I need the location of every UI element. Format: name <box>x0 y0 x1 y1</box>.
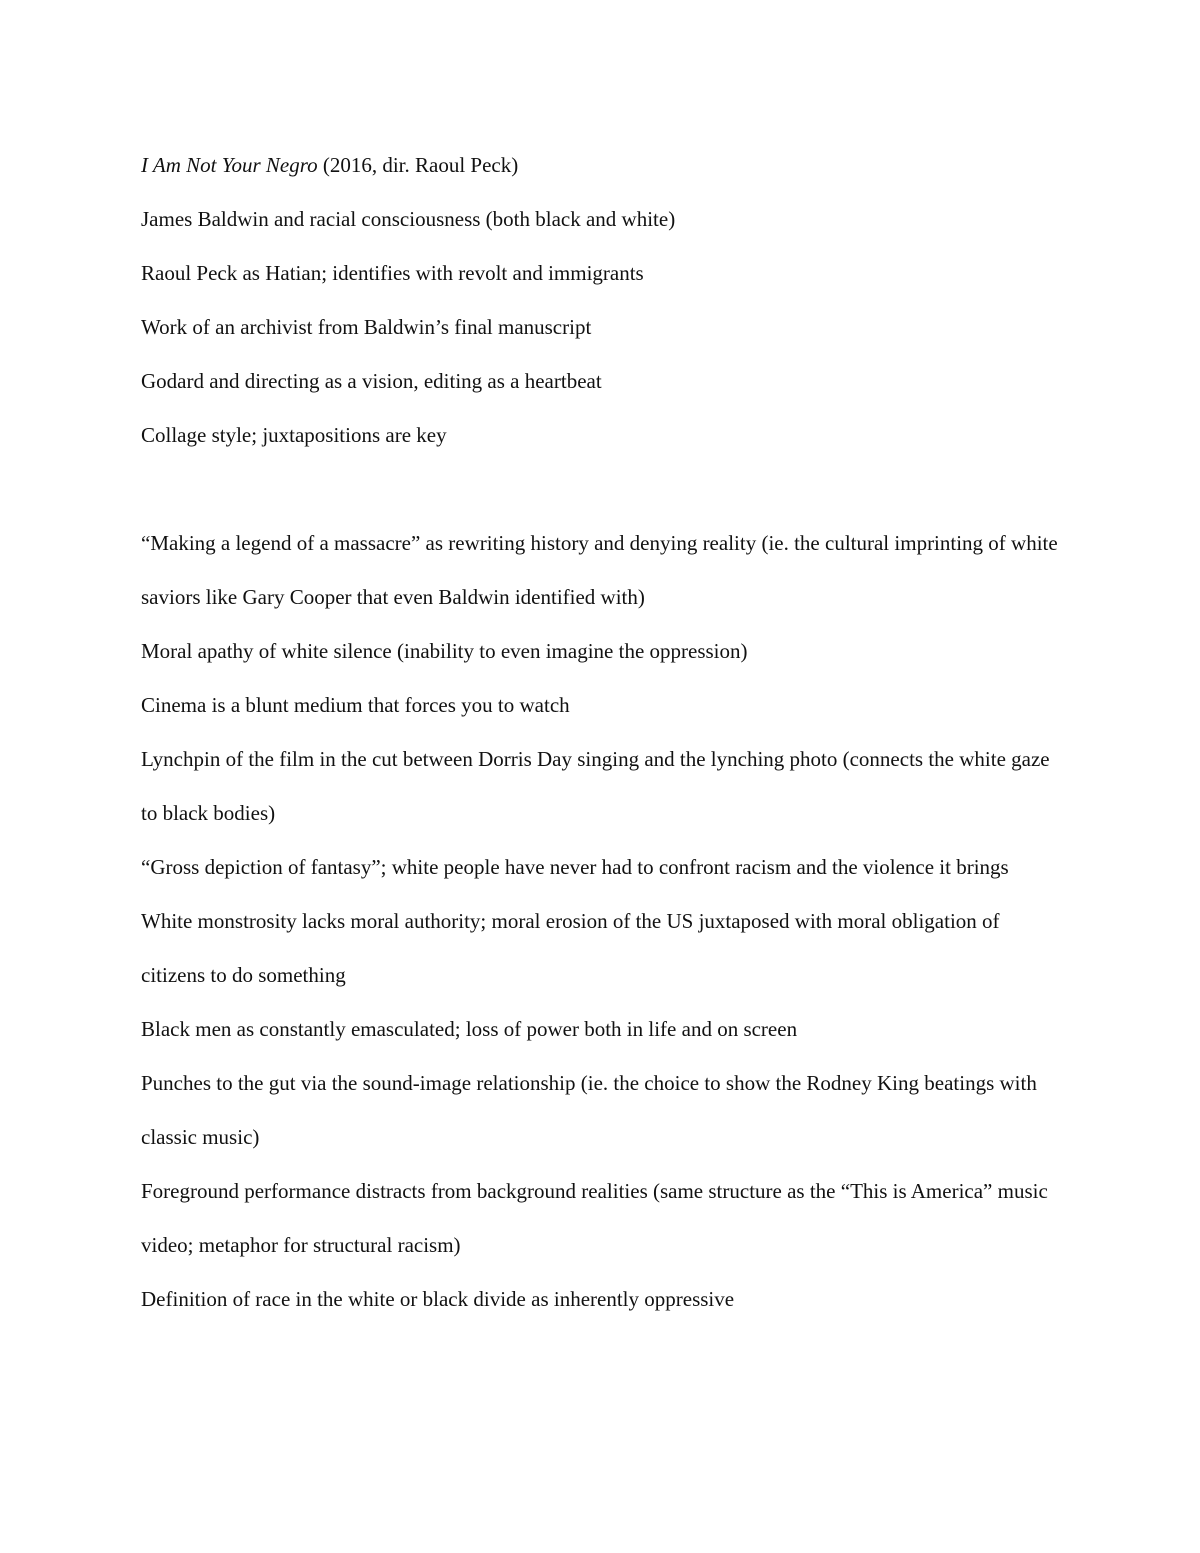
note-paragraph: Black men as constantly emasculated; loss of power both in life and on screen <box>141 1017 798 1041</box>
note-paragraph: “Gross depiction of fantasy”; white people have never had to confront racism and the violence it brings <box>141 855 1009 879</box>
film-details: (2016, dir. Raoul Peck) <box>317 153 519 177</box>
notes-body <box>141 138 1061 1326</box>
note-paragraph: Punches to the gut via the sound-image relationship (ie. the choice to show the Rodney King beatings with classic music) <box>141 1071 1037 1149</box>
note-paragraph: White monstrosity lacks moral authority; moral erosion of the US juxtaposed with moral obligation of citizens to do something <box>141 909 1000 987</box>
note-paragraph: Moral apathy of white silence (inability to even imagine the oppression) <box>141 639 748 663</box>
note-line: James Baldwin and racial consciousness (both black and white) <box>141 207 676 231</box>
note-line: Raoul Peck as Hatian; identifies with revolt and immigrants <box>141 261 644 285</box>
note-paragraph: Definition of race in the white or black divide as inherently oppressive <box>141 1287 735 1311</box>
note-line: Collage style; juxtapositions are key <box>141 423 447 447</box>
note-paragraph: Foreground performance distracts from background realities (same structure as the “This is America” music video; metaphor for structural racism) <box>141 1179 1048 1257</box>
note-line: Work of an archivist from Baldwin’s final manuscript <box>141 315 592 339</box>
film-title-line <box>141 138 1061 192</box>
note-paragraph: “Making a legend of a massacre” as rewriting history and denying reality (ie. the cultural imprinting of white saviors like Gary Cooper that even Baldwin identified with) <box>141 531 1058 609</box>
note-paragraph: Cinema is a blunt medium that forces you to watch <box>141 693 570 717</box>
note-line: Godard and directing as a vision, editing as a heartbeat <box>141 369 602 393</box>
film-title: I Am Not Your Negro <box>141 153 318 177</box>
blank-line <box>141 462 1061 516</box>
note-paragraph: Lynchpin of the film in the cut between Dorris Day singing and the lynching photo (connects the white gaze to black bodies) <box>141 747 1050 825</box>
